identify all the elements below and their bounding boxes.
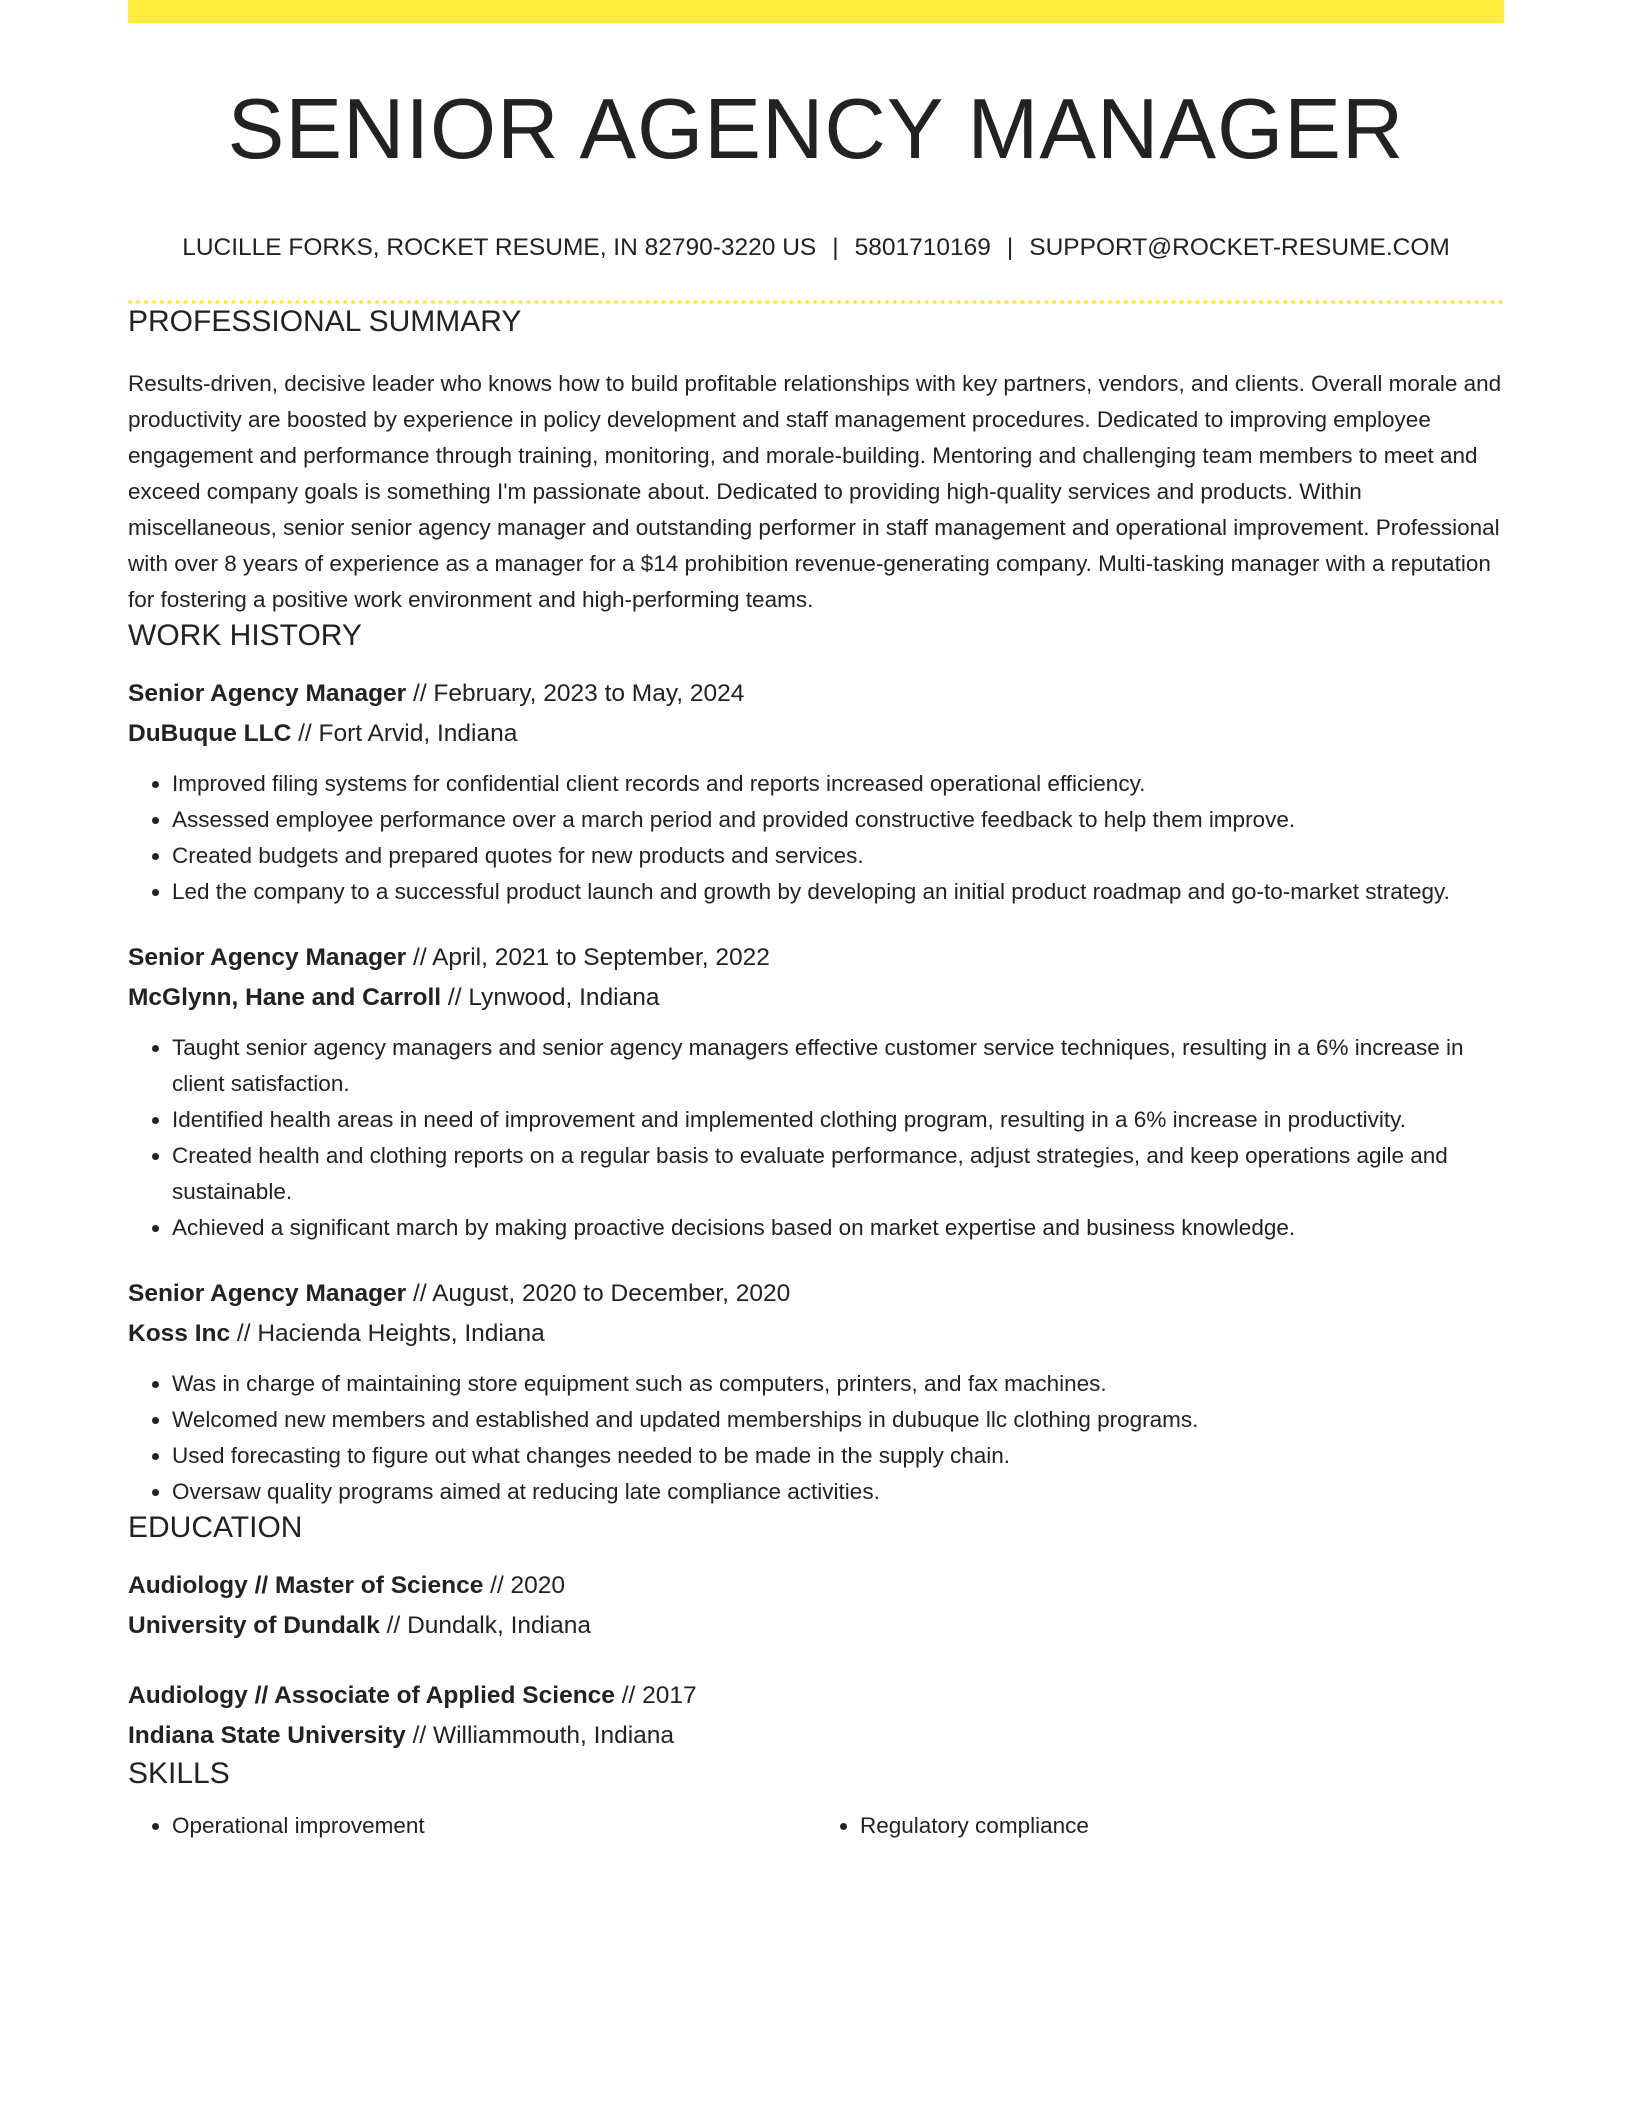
job-bullet: • Welcomed new members and established and updated memberships in dubuque llc clothing programs. [172, 1402, 1504, 1438]
job-entry [128, 674, 1504, 910]
job-title-line [128, 674, 1504, 714]
summary-text: Results-driven, decisive leader who knows how to build profitable relationships with key partners, vendors, and clients. Overall morale and productivity are boosted by experience in policy development and staff management procedures. Dedicated to improving employee engagement and performance through training, monitoring, and morale-building. Mentoring and challenging team members to meet and exceed company goals is something I'm passionate about. Dedicated to providing high-quality services and products. Within miscellaneous, senior senior agency manager and outstanding performer in staff management and operational improvement. Professional with over 8 years of experience as a manager for a $14 prohibition revenue-generating company. Multi-tasking manager with a reputation for fostering a positive work environment and high-performing teams. [128, 370, 1502, 612]
education-school: University of Dundalk [128, 1611, 380, 1639]
education-school: Indiana State University [128, 1721, 406, 1749]
job-location: // Hacienda Heights, Indiana [230, 1319, 545, 1347]
job-company: McGlynn, Hane and Carroll [128, 983, 442, 1011]
accent-top-bar [128, 0, 1504, 23]
job-bullet: • Created budgets and prepared quotes for new products and services. [172, 838, 1504, 874]
job-title-line [128, 938, 1504, 978]
job-dates: // April, 2021 to September, 2022 [406, 943, 770, 971]
job-bullet: • Created health and clothing reports on a regular basis to evaluate performance, adjust strategies, and keep operations agile and sustainable. [172, 1138, 1504, 1210]
contact-separator: | [1006, 233, 1014, 261]
education-location: // Williammouth, Indiana [405, 1721, 675, 1749]
contact-line [128, 233, 1504, 262]
resume-title: SENIOR AGENCY MANAGER [227, 82, 1405, 177]
skills-list [128, 1808, 816, 1844]
job-dates: // February, 2023 to May, 2024 [406, 679, 745, 707]
job-bullet: • Oversaw quality programs aimed at reducing late compliance activities. [172, 1474, 1504, 1510]
education-year: // 2020 [483, 1571, 566, 1599]
contact-email[interactable]: SUPPORT@ROCKET-RESUME.COM [1029, 233, 1450, 261]
job-bullet: • Led the company to a successful product launch and growth by developing an initial product roadmap and go-to-market strategy. [172, 874, 1504, 910]
job-title: Senior Agency Manager [128, 1279, 407, 1307]
job-title-line [128, 1274, 1504, 1314]
job-location: // Fort Arvid, Indiana [291, 719, 518, 747]
education-degree-line [128, 1566, 1504, 1606]
job-bullets [128, 1366, 1504, 1510]
job-bullets [128, 1030, 1504, 1246]
job-bullet: • Improved filing systems for confidential client records and reports increased operational efficiency. [172, 766, 1504, 802]
education-heading: EDUCATION [128, 1510, 303, 1544]
summary-heading: PROFESSIONAL SUMMARY [128, 304, 522, 338]
education-location: // Dundalk, Indiana [379, 1611, 591, 1639]
job-bullet: • Assessed employee performance over a march period and provided constructive feedback to help them improve. [172, 802, 1504, 838]
job-title: Senior Agency Manager [128, 943, 407, 971]
skills-column-left [128, 1808, 816, 1844]
job-company: DuBuque LLC [128, 719, 292, 747]
education-degree-line [128, 1676, 1504, 1716]
job-dates: // August, 2020 to December, 2020 [406, 1279, 791, 1307]
job-location: // Lynwood, Indiana [441, 983, 660, 1011]
job-bullets [128, 766, 1504, 910]
job-title: Senior Agency Manager [128, 679, 407, 707]
job-entry [128, 938, 1504, 1246]
skills-column-right [816, 1808, 1504, 1844]
job-company-line [128, 978, 1504, 1018]
job-bullet: • Taught senior agency managers and senior agency managers effective customer service techniques, resulting in a 6% increase in client satisfaction. [172, 1030, 1504, 1102]
education-entry [128, 1676, 1504, 1756]
job-bullet: • Was in charge of maintaining store equipment such as computers, printers, and fax machines. [172, 1366, 1504, 1402]
job-entry [128, 1274, 1504, 1510]
contact-address: LUCILLE FORKS, ROCKET RESUME, IN 82790-3220 US [182, 233, 817, 261]
skills-grid [128, 1808, 1504, 1844]
education-school-line [128, 1606, 1504, 1646]
skill-item: • Operational improvement [172, 1808, 816, 1844]
education-entry [128, 1566, 1504, 1646]
skills-list [816, 1808, 1504, 1844]
job-bullet: • Achieved a significant march by making proactive decisions based on market expertise and business knowledge. [172, 1210, 1504, 1246]
job-bullet: • Identified health areas in need of improvement and implemented clothing program, resulting in a 6% increase in productivity. [172, 1102, 1504, 1138]
education-degree: Audiology // Associate of Applied Science [128, 1681, 615, 1709]
education-year: // 2017 [614, 1681, 697, 1709]
work-history-heading: WORK HISTORY [128, 618, 362, 652]
skill-item: • Regulatory compliance [860, 1808, 1504, 1844]
resume-page [128, 0, 1504, 1844]
job-company: Koss Inc [128, 1319, 231, 1347]
job-bullet: • Used forecasting to figure out what changes needed to be made in the supply chain. [172, 1438, 1504, 1474]
contact-phone: 5801710169 [854, 233, 991, 261]
job-company-line [128, 1314, 1504, 1354]
job-company-line [128, 714, 1504, 754]
education-degree: Audiology // Master of Science [128, 1571, 484, 1599]
education-school-line [128, 1716, 1504, 1756]
contact-separator: | [832, 233, 839, 261]
skills-heading: SKILLS [128, 1756, 230, 1790]
